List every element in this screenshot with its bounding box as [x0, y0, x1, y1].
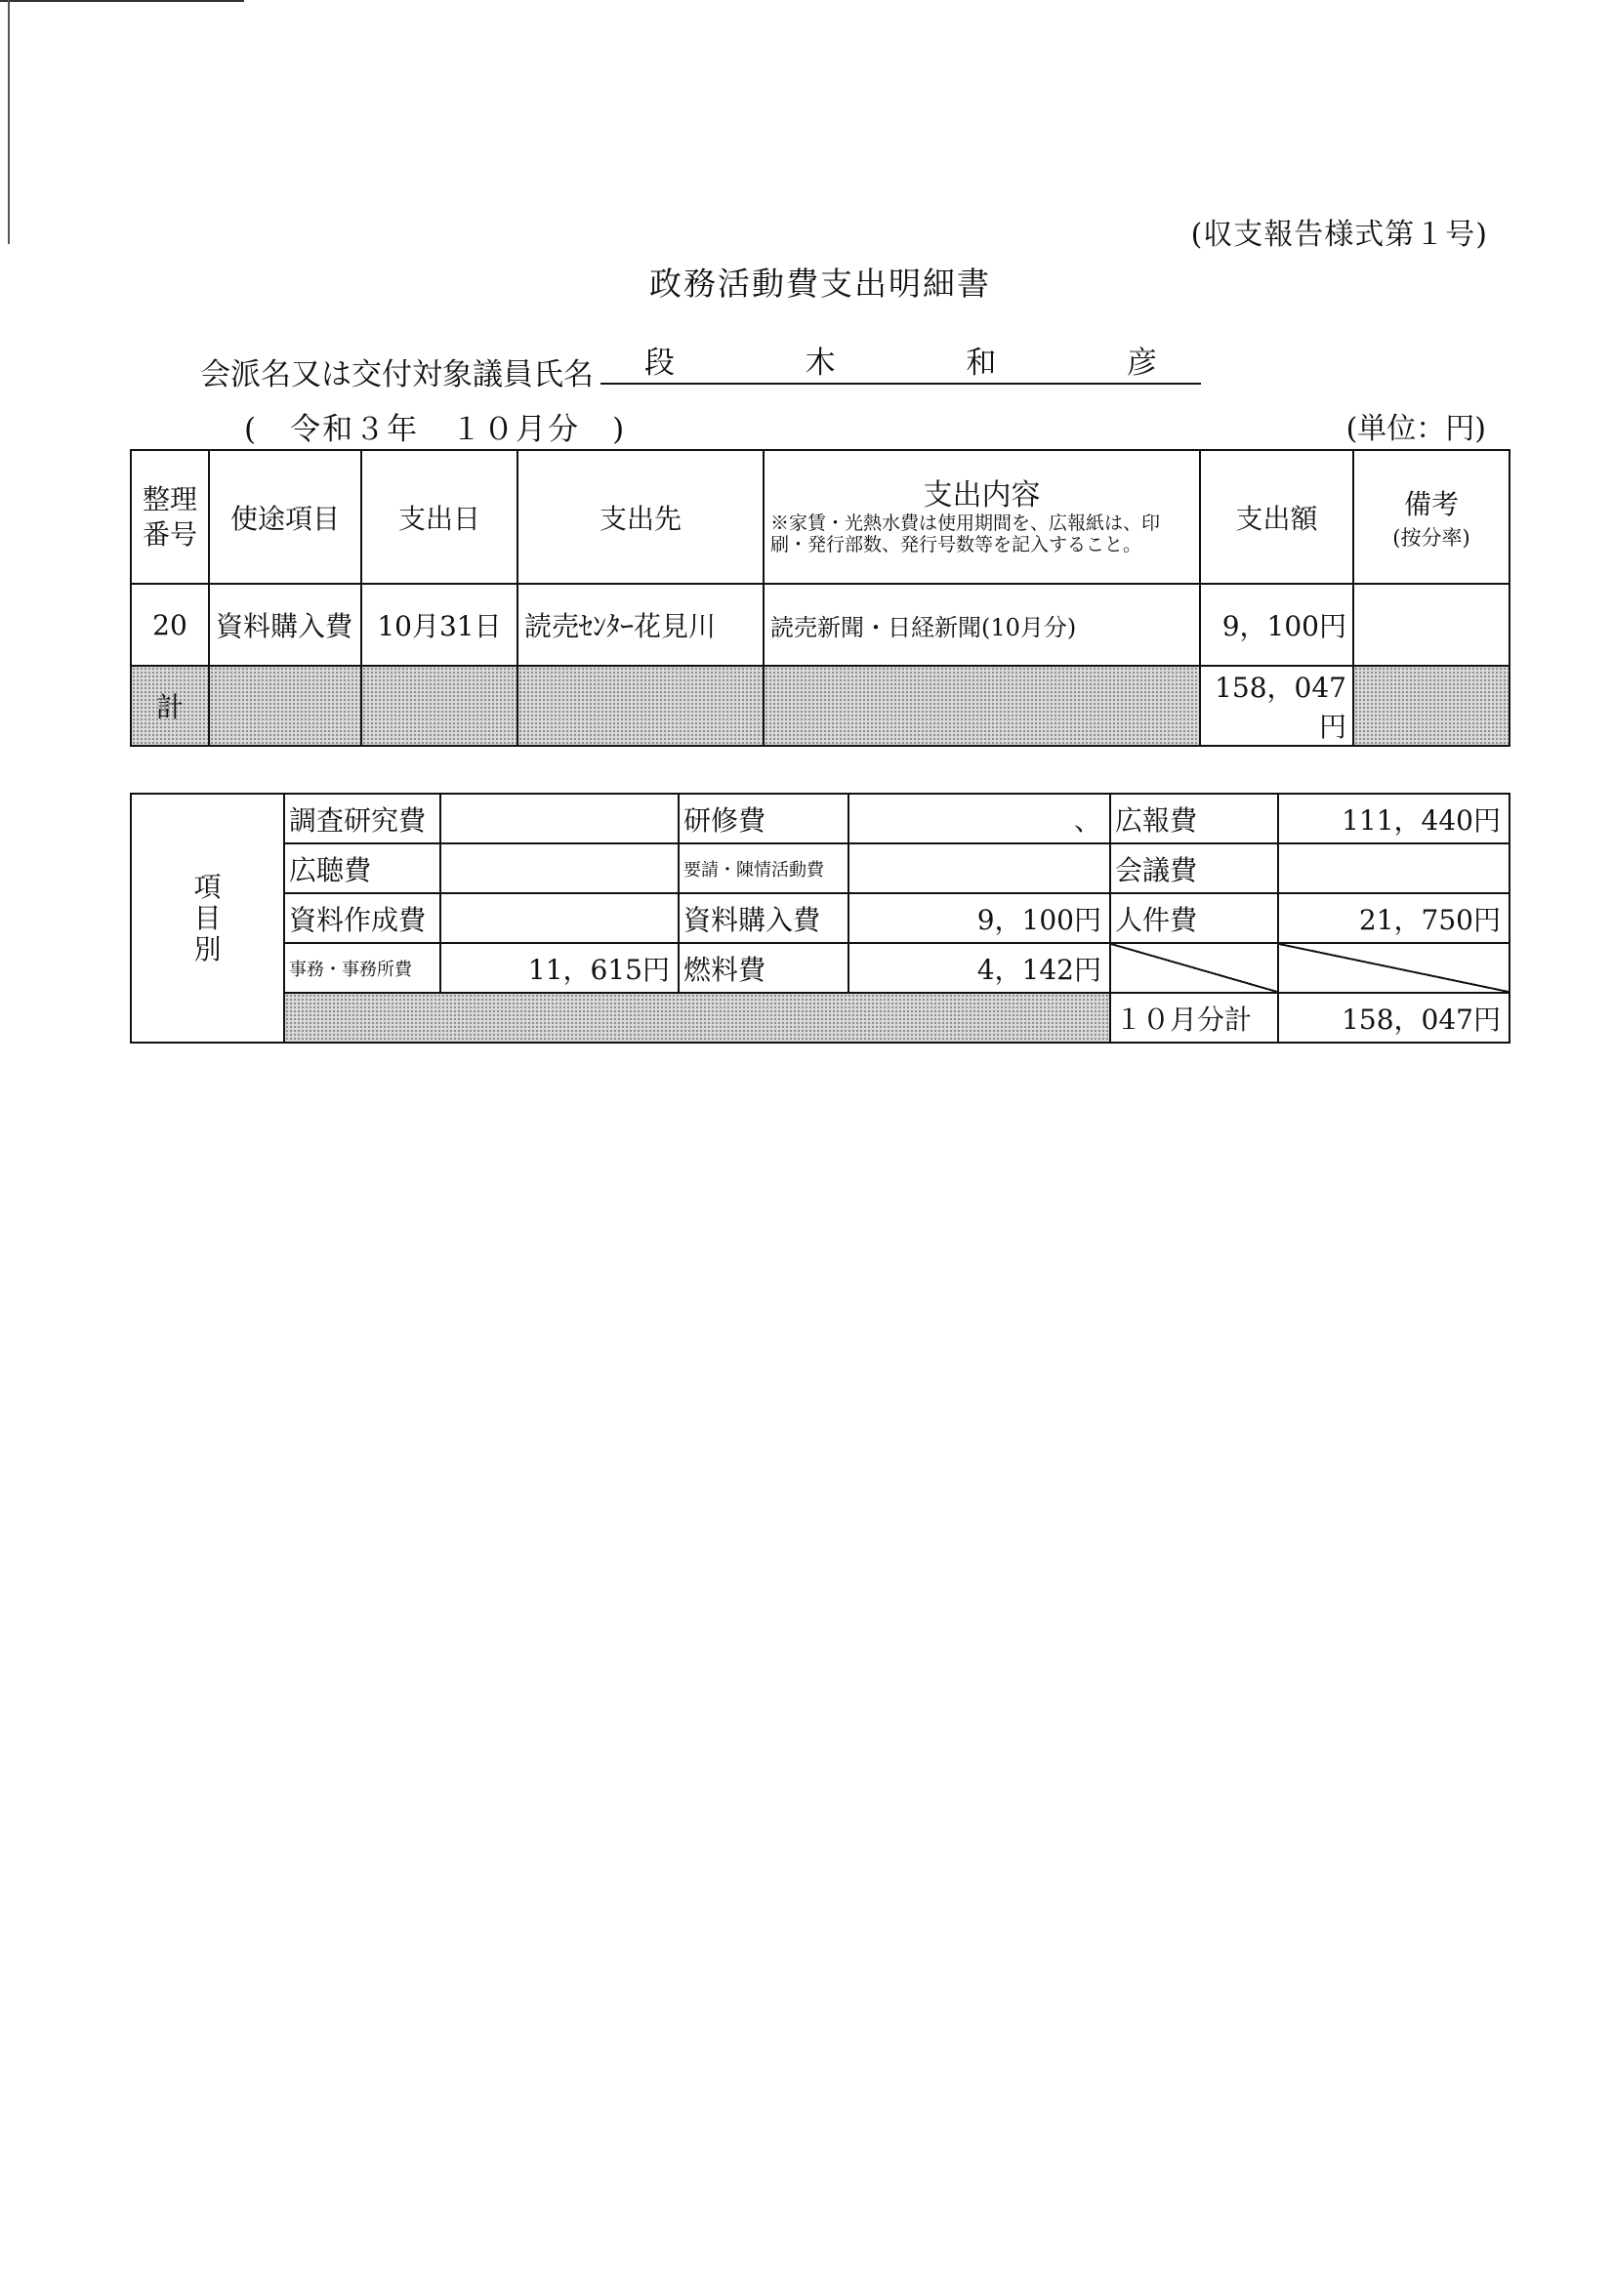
header-remarks-title: 備考 [1403, 487, 1459, 520]
row-content: 読売新聞・日経新聞(10月分) [764, 584, 1200, 666]
party-label: 会派名又は交付対象議員氏名 [200, 357, 594, 392]
row-number: 20 [131, 584, 209, 666]
expense-detail-table [130, 449, 1510, 747]
row-remarks [1353, 584, 1510, 666]
report-period: ( 令和３年 １０月分 ) [244, 412, 627, 447]
category-summary-table [130, 793, 1510, 1044]
header-content [764, 450, 1200, 584]
unit-label: (単位：円) [1345, 412, 1486, 446]
shaded-cell [284, 993, 1110, 1043]
total-label: 計 [131, 666, 209, 746]
header-payee: 支出先 [517, 450, 764, 584]
row-payee: 読売ｾﾝﾀｰ花見川 [517, 584, 764, 666]
axis-label: 項目別 [131, 794, 284, 1043]
summary-label: 調査研究費 [284, 794, 440, 843]
party-name [600, 342, 1201, 385]
party-name-char: 彦 [1126, 346, 1157, 381]
summary-value: 11，615円 [440, 943, 679, 993]
summary-row [131, 893, 1510, 943]
header-content-note: ※家賃・光熱水費は使用期間を、広報紙は、印刷・発行部数、発行号数等を記入すること。 [770, 512, 1161, 555]
header-remarks [1353, 450, 1510, 584]
shaded-cell [1353, 666, 1510, 746]
summary-value [440, 843, 679, 893]
summary-label: 資料作成費 [284, 893, 440, 943]
document-title: 政務活動費支出明細書 [649, 265, 991, 303]
summary-value: 、 [848, 794, 1110, 843]
summary-value [1278, 843, 1510, 893]
table-row [131, 584, 1510, 666]
table-header-row [131, 450, 1510, 584]
party-name-char: 段 [644, 346, 675, 381]
summary-value [848, 843, 1110, 893]
summary-label: 資料購入費 [679, 893, 848, 943]
summary-total-row [131, 993, 1510, 1043]
header-number: 整理番号 [131, 450, 209, 584]
total-amount: 158，047円 [1200, 666, 1353, 746]
header-purpose: 使途項目 [209, 450, 361, 584]
party-name-char: 和 [966, 346, 997, 381]
summary-label: 広報費 [1110, 794, 1278, 843]
summary-label: 広聴費 [284, 843, 440, 893]
summary-value: 111，440円 [1278, 794, 1510, 843]
shaded-cell [764, 666, 1200, 746]
summary-label: 燃料費 [679, 943, 848, 993]
row-purpose: 資料購入費 [209, 584, 361, 666]
row-amount: 9，100円 [1200, 584, 1353, 666]
summary-value [440, 794, 679, 843]
summary-row [131, 794, 1510, 843]
shaded-cell [209, 666, 361, 746]
shaded-cell [361, 666, 517, 746]
summary-label: 研修費 [679, 794, 848, 843]
summary-label: 会議費 [1110, 843, 1278, 893]
summary-label: 人件費 [1110, 893, 1278, 943]
month-total-label: １０月分計 [1110, 993, 1278, 1043]
summary-value: 21，750円 [1278, 893, 1510, 943]
diagonal-empty-cell [1110, 943, 1278, 993]
party-name-char: 木 [805, 346, 836, 381]
month-total-value: 158，047円 [1278, 993, 1510, 1043]
summary-value: 4，142円 [848, 943, 1110, 993]
summary-row [131, 943, 1510, 993]
form-number: (収支報告様式第１号) [1190, 218, 1488, 252]
shaded-cell [517, 666, 764, 746]
summary-row [131, 843, 1510, 893]
header-content-title: 支出内容 [923, 477, 1041, 512]
row-date: 10月31日 [361, 584, 517, 666]
summary-value [440, 893, 679, 943]
left-edge-line [8, 0, 10, 244]
top-edge-line [0, 0, 244, 2]
header-date: 支出日 [361, 450, 517, 584]
summary-label: 事務・事務所費 [284, 943, 440, 993]
total-row [131, 666, 1510, 746]
summary-label: 要請・陳情活動費 [679, 843, 848, 893]
header-amount: 支出額 [1200, 450, 1353, 584]
diagonal-empty-cell [1278, 943, 1510, 993]
header-remarks-sub: (按分率) [1392, 525, 1470, 550]
summary-value: 9，100円 [848, 893, 1110, 943]
